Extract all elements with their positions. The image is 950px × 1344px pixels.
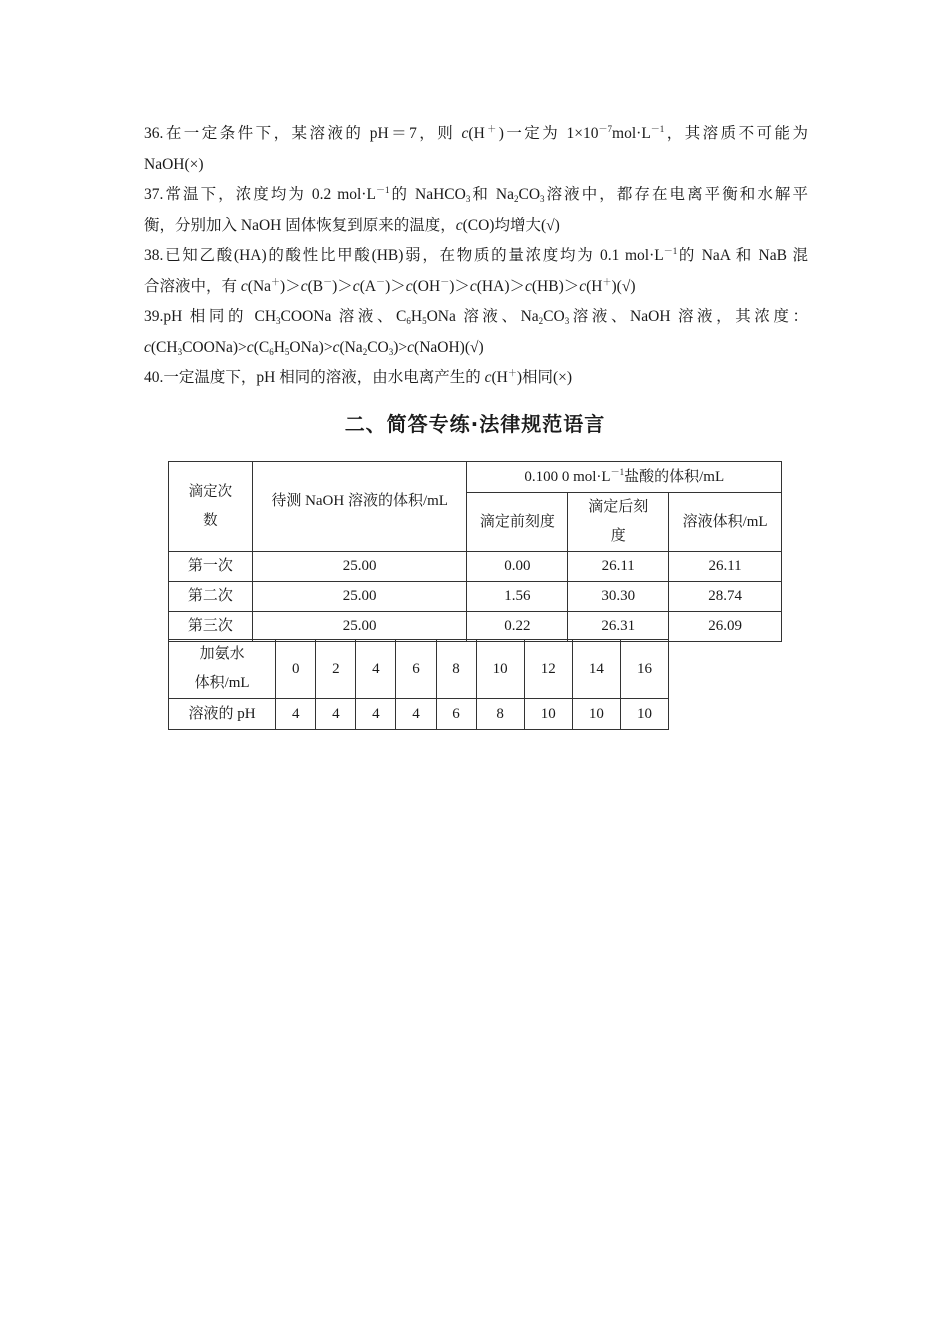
statement-39-line-2	[144, 333, 808, 364]
volume-cell: 0	[276, 640, 316, 699]
superscript: －7	[598, 124, 613, 134]
text: 溶液中，都存在电离平衡和水解平	[544, 186, 808, 203]
row-label: 第二次	[169, 582, 253, 612]
superscript: －1	[650, 124, 665, 134]
subscript: 2	[362, 346, 368, 357]
header-naoh: 待测 NaOH 溶液的体积/mL	[252, 462, 467, 552]
text: (CO)均增大(√)	[462, 216, 560, 234]
cell-after: 26.11	[568, 552, 669, 582]
ph-cell: 4	[276, 699, 316, 730]
text: )(√)	[611, 277, 636, 295]
row-label: 第三次	[169, 612, 253, 642]
volume-header	[169, 640, 276, 699]
text: (H	[491, 369, 508, 386]
superscript: －1	[610, 466, 625, 477]
superscript: ＋	[271, 276, 281, 287]
text: 溶液、NaOH 溶液，其浓度：	[569, 308, 808, 325]
text: (NaOH)(√)	[414, 338, 484, 356]
text: COONa)>	[182, 338, 247, 356]
italic-c: c	[579, 277, 587, 295]
ph-cell: 6	[436, 699, 476, 730]
text: )>	[393, 338, 408, 356]
ph-cell: 4	[356, 699, 396, 730]
section-heading: 二、简答专练·法律规范语言	[344, 412, 606, 436]
subscript: 6	[406, 316, 411, 326]
italic-c: c	[246, 338, 254, 356]
italic-c: c	[407, 338, 415, 356]
cell-volume: 26.11	[669, 552, 782, 582]
text: 的 NaA 和 NaB 混	[677, 247, 808, 264]
header-after-line-1: 滴定后刻	[588, 499, 649, 515]
text: (C	[253, 338, 270, 356]
cell-naoh: 25.00	[252, 582, 467, 612]
text: )＞	[332, 277, 353, 295]
text: 合溶液中，有	[144, 277, 241, 295]
subscript: 3	[276, 316, 281, 326]
text: CO	[518, 186, 541, 203]
cell-volume: 28.74	[669, 582, 782, 612]
header-after	[568, 493, 669, 552]
volume-cell: 16	[620, 640, 668, 699]
subscript: 2	[538, 316, 544, 326]
statement-36-line-2: NaOH(×)	[144, 155, 204, 173]
volume-cell: 10	[476, 640, 524, 699]
cell-naoh: 25.00	[252, 552, 467, 582]
cell-naoh: 25.00	[252, 612, 467, 642]
statement-37-line-1	[144, 180, 808, 211]
ph-cell: 4	[396, 699, 436, 730]
superscript: ＋	[507, 368, 517, 378]
italic-c: c	[240, 277, 248, 295]
header-hcl	[467, 462, 782, 493]
text: (OH	[412, 277, 441, 295]
subscript: 3	[540, 194, 545, 204]
text: )相同(×)	[516, 369, 573, 386]
statement-40	[144, 363, 808, 394]
subscript: 3	[388, 346, 394, 357]
text: COONa 溶液、C	[280, 308, 407, 325]
header-count	[169, 462, 253, 552]
text: ONa 溶液、Na	[426, 308, 539, 325]
italic-c: c	[352, 277, 360, 295]
statement-36	[144, 119, 808, 180]
text: 38.已知乙酸(HA)的酸性比甲酸(HB)弱，在物质的量浓度均为 0.1 mol·L	[144, 247, 664, 264]
text: ，其溶质不可能为	[664, 125, 808, 142]
superscript: －	[376, 276, 386, 287]
ph-cell: 10	[524, 699, 572, 730]
cell-volume: 26.09	[669, 612, 782, 642]
volume-header-line-1: 加氨水	[199, 646, 245, 662]
statement-38-line-2	[144, 272, 808, 303]
statement-38	[144, 241, 808, 302]
text: 的 NaHCO	[389, 186, 466, 203]
subscript: 3	[465, 194, 471, 204]
italic-c: c	[484, 369, 492, 386]
cell-before: 0.00	[467, 552, 568, 582]
volume-cell: 2	[316, 640, 356, 699]
ph-cell: 10	[572, 699, 620, 730]
superscript: －1	[375, 185, 390, 195]
text: (A	[359, 277, 377, 295]
superscript: ＋	[484, 124, 499, 134]
text: )＞	[280, 277, 301, 295]
text: 37.常温下，浓度均为 0.2 mol·L	[144, 186, 376, 203]
statement-39	[144, 302, 808, 363]
statement-36-line-1	[144, 119, 808, 150]
cell-after: 30.30	[568, 582, 669, 612]
header-before: 滴定前刻度	[467, 493, 568, 552]
italic-c: c	[461, 125, 469, 142]
text: 0.100 0 mol·L	[524, 468, 611, 485]
subscript: 3	[177, 346, 183, 357]
ph-cell: 4	[316, 699, 356, 730]
row-label: 第一次	[169, 552, 253, 582]
text: (H	[586, 277, 603, 295]
statement-37	[144, 180, 808, 241]
table-row	[169, 612, 782, 642]
text: (Na	[339, 338, 363, 356]
text: (HA)＞	[476, 277, 525, 295]
text: 39.pH 相同的 CH	[144, 308, 277, 325]
header-count-line-2: 数	[203, 512, 218, 529]
volume-row	[169, 640, 669, 699]
text: (CH	[150, 338, 178, 356]
ammonia-table	[168, 639, 669, 730]
volume-header-line-2: 体积/mL	[194, 675, 250, 691]
italic-c: c	[300, 277, 308, 295]
text: 40.一定温度下，pH 相同的溶液，由水电离产生的	[144, 369, 485, 386]
header-count-line-1: 滴定次	[188, 483, 233, 500]
table-row	[169, 582, 782, 612]
text: H	[273, 338, 285, 356]
text: 和 Na	[470, 186, 514, 203]
ph-cell: 10	[620, 699, 668, 730]
text: )一定为 1×10	[498, 125, 599, 142]
ph-row	[169, 699, 669, 730]
italic-c: c	[524, 277, 532, 295]
statement-37-line-2	[144, 211, 808, 242]
ph-cell: 8	[476, 699, 524, 730]
statement-39-line-1	[144, 302, 808, 333]
italic-c: c	[144, 338, 151, 356]
superscript: －	[323, 276, 333, 287]
header-volume: 溶液体积/mL	[669, 493, 782, 552]
volume-cell: 6	[396, 640, 436, 699]
cell-before: 0.22	[467, 612, 568, 642]
italic-c: c	[405, 277, 413, 295]
superscript: ＋	[602, 276, 612, 287]
titration-table	[168, 461, 782, 642]
italic-c: c	[455, 216, 463, 234]
text: 衡，分别加入 NaOH 固体恢复到原来的温度，	[144, 216, 456, 234]
subscript: 5	[422, 316, 427, 326]
text: mol·L	[612, 125, 651, 142]
statement-40-line-1	[144, 363, 808, 394]
text: (B	[307, 277, 324, 295]
subscript: 2	[513, 194, 519, 204]
italic-c: c	[332, 338, 340, 356]
superscript: －	[440, 276, 450, 287]
volume-cell: 14	[572, 640, 620, 699]
table-row	[169, 552, 782, 582]
cell-after: 26.31	[568, 612, 669, 642]
text: ONa)>	[289, 338, 333, 356]
volume-cell: 4	[356, 640, 396, 699]
volume-cell: 8	[436, 640, 476, 699]
text: CO	[367, 338, 389, 356]
text: (HB)＞	[531, 277, 580, 295]
text: (H	[468, 125, 485, 142]
statement-38-line-1	[144, 241, 808, 272]
superscript: －1	[663, 246, 678, 256]
text: CO	[543, 308, 565, 325]
subscript: 5	[284, 346, 290, 357]
text: )＞	[385, 277, 406, 295]
header-after-line-2: 度	[610, 528, 626, 544]
italic-c: c	[469, 277, 477, 295]
text: H	[410, 308, 423, 325]
ph-header: 溶液的 pH	[169, 699, 276, 730]
cell-before: 1.56	[467, 582, 568, 612]
table-header-row	[169, 462, 782, 493]
text: 36.在一定条件下，某溶液的 pH＝7，则	[144, 125, 462, 142]
subscript: 3	[564, 316, 570, 326]
text: 盐酸的体积/mL	[624, 468, 725, 485]
text: )＞	[449, 277, 470, 295]
text: (Na	[247, 277, 272, 295]
volume-cell: 12	[524, 640, 572, 699]
subscript: 6	[269, 346, 274, 357]
